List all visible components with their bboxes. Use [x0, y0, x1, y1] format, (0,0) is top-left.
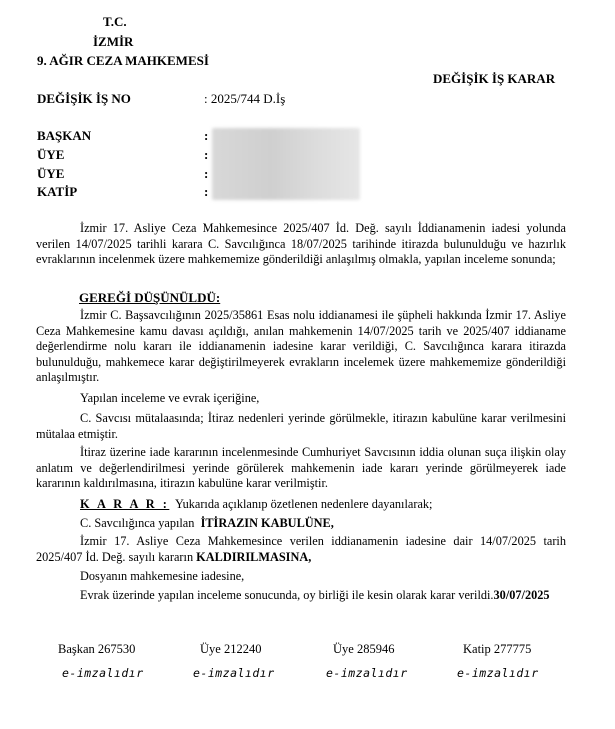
karar-intro: Yukarıda açıklanıp özetlenen nedenlere dayanılarak;: [175, 497, 433, 511]
baskan-colon: :: [204, 128, 209, 143]
decision-item-4: [36, 588, 566, 604]
city-heading: İZMİR: [93, 34, 134, 49]
decision-item-2-text: İzmir 17. Asliye Ceza Mahkemesince verilen iddianamenin iadesine dair 14/07/2025 tarih 2025/407 İd. Değ. sayılı kararın: [36, 534, 566, 564]
decision-item-3: Dosyanın mahkemesine iadesine,: [80, 569, 245, 583]
signature-uye2-esig: e-imzalıdır: [326, 666, 408, 680]
case-number-label: DEĞİŞİK İŞ NO: [37, 91, 131, 106]
signature-katip-esig: e-imzalıdır: [457, 666, 539, 680]
document-type: DEĞİŞİK İŞ KARAR: [433, 71, 556, 86]
decision-item-1-bold: İTİRAZIN KABULÜNE,: [200, 516, 334, 530]
karar-heading: K A R A R :: [80, 497, 170, 511]
prosecutor-opinion: C. Savcısı mütalaasında; İtiraz nedenleri yerinde görülmekle, itirazın kabulüne karar verilmesini mütalaa etmiştir.: [36, 411, 566, 441]
decision-item-1-text: C. Savcılığınca yapılan: [80, 516, 195, 530]
uye1-colon: :: [204, 147, 209, 162]
objection-evaluation: İtiraz üzerine iade kararının incelenmesinde Cumhuriyet Savcısının iddia olunan suça ilişkin olay anlatım ve değerlendirilmesi yerinde görülerek mahkemenin iade kararı yerinde görülmeyerek iade kararının kaldırılmasına, itirazın kabulüne karar verilmiştir.: [36, 445, 566, 490]
decision-item-4-text: Evrak üzerinde yapılan inceleme sonucunda, oy birliği ile kesin olarak karar verildi.: [80, 588, 494, 602]
decision-item-1: [80, 516, 334, 531]
gerekce-heading: GEREĞİ DÜŞÜNÜLDÜ:: [79, 290, 221, 305]
karar-line: [80, 497, 432, 512]
signature-uye2-title: Üye 285946: [333, 642, 395, 656]
signature-baskan-title: Başkan 267530: [58, 642, 136, 656]
tc-heading: T.C.: [103, 14, 127, 29]
intro-paragraph: İzmir 17. Asliye Ceza Mahkemesince 2025/407 İd. Değ. sayılı İddianamenin iadesi yolunda verilen 14/07/2025 tarihli karara C. Savcılığınca 18/07/2025 tarihinde itirazda bulunulduğu ve hazırlık evraklarının incelenmek üzere mahkememize gönderildiği anlaşılmış olmakla, yapılan inceleme sonunda;: [36, 221, 566, 266]
reasoning-paragraph: İzmir C. Başsavcılığının 2025/35861 Esas nolu iddianamesi ile şüpheli hakkında İzmir 17. Asliye Ceza Mahkemesine kamu davası açıldığı, anılan mahkemenin 14/07/2025 tarih ve 2025/407 iddianame değerlendirme nolu kararı ile iddianamenin iadesine karar verildiği, C. Savcılığınca karara itirazda bulunulduğu, mahkemece karar değiştirilmeyerek evrakların incelemek üzere mahkememize gönderildiği anlaşılmıştır.: [36, 308, 566, 384]
court-name: 9. AĞIR CEZA MAHKEMESİ: [37, 53, 209, 68]
uye2-colon: :: [204, 166, 209, 181]
inspection-line: Yapılan inceleme ve evrak içeriğine,: [80, 391, 260, 405]
signature-uye1-esig: e-imzalıdır: [193, 666, 275, 680]
redacted-names-block: [212, 128, 360, 200]
decision-item-2: [36, 534, 566, 565]
signature-katip-title: Katip 277775: [463, 642, 532, 656]
katip-colon: :: [204, 184, 209, 199]
uye2-label: ÜYE: [37, 166, 65, 181]
signature-baskan-esig: e-imzalıdır: [62, 666, 144, 680]
case-number-value: : 2025/744 D.İş: [204, 91, 286, 106]
signature-uye1-title: Üye 212240: [200, 642, 262, 656]
decision-date: 30/07/2025: [493, 588, 550, 602]
baskan-label: BAŞKAN: [37, 128, 92, 143]
decision-item-2-bold: KALDIRILMASINA,: [196, 549, 312, 564]
katip-label: KATİP: [37, 184, 78, 199]
uye1-label: ÜYE: [37, 147, 65, 162]
